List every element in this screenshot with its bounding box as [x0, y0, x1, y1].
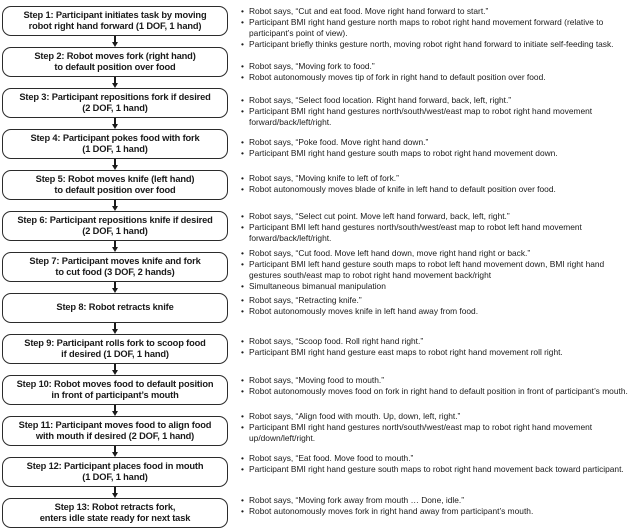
- bullet-item: • Robot says, “Select cut point. Move left hand forward, back, left, right.”: [240, 211, 638, 222]
- step-box-6: [2, 211, 228, 241]
- step-box-4: [2, 129, 228, 159]
- step-box-label: Step 10: Robot moves food to default position: [16, 378, 214, 389]
- bullet-item: • Participant BMI left hand gesture south maps to robot left hand movement down, BMI right hand gestures south/east map to robot right hand movement back/right: [240, 259, 638, 281]
- step-box-label: Step 5: Robot moves knife (left hand): [35, 173, 195, 184]
- step-5-bullets: [240, 173, 638, 195]
- bullet-item: • Robot says, “Scoop food. Roll right hand right.”: [240, 336, 638, 347]
- down-arrow-icon: [2, 446, 228, 457]
- step-10-bullets: [240, 375, 638, 397]
- step-box-label: (1 DOF, 1 hand): [82, 144, 148, 154]
- step-box-13: [2, 498, 228, 528]
- bullet-item: • Robot says, “Moving knife to left of fork.”: [240, 173, 638, 184]
- bullet-item: • Robot autonomously moves tip of fork in right hand to default position over food.: [240, 72, 638, 83]
- step-box-5: [2, 170, 228, 200]
- step-11-bullets: [240, 411, 638, 444]
- step-box-label: Step 11: Participant moves food to align food: [18, 419, 212, 430]
- step-9-bullets: [240, 336, 638, 358]
- bullet-item: • Participant BMI right hand gestures north/south/west/east map to robot right hand movement up/down/left/right.: [240, 422, 638, 444]
- step-3-bullets: [240, 95, 638, 128]
- bullet-item: • Participant BMI left hand gestures north/south/west/east map to robot left hand movement forward/back/left/right.: [240, 222, 638, 244]
- step-box-label: with mouth if desired (2 DOF, 1 hand): [35, 431, 195, 441]
- step-box-label: to default position over food: [54, 185, 176, 195]
- step-1-bullets: [240, 6, 638, 50]
- step-box-label: Step 6: Participant repositions knife if desired: [17, 214, 213, 225]
- down-arrow-icon: [2, 241, 228, 252]
- step-13-bullets: [240, 495, 638, 517]
- bullet-item: • Robot autonomously moves knife in left hand away from food.: [240, 306, 638, 317]
- bullet-item: • Participant briefly thinks gesture north, moving robot right hand forward to initiate self-feeding task.: [240, 39, 638, 50]
- steps-column: [2, 6, 228, 528]
- step-box-11: [2, 416, 228, 446]
- bullet-item: • Robot says, “Moving food to mouth.”: [240, 375, 638, 386]
- descriptions-column: [240, 0, 638, 529]
- bullet-item: • Robot says, “Moving fork away from mouth … Done, idle.”: [240, 495, 638, 506]
- down-arrow-icon: [2, 200, 228, 211]
- down-arrow-icon: [2, 364, 228, 375]
- step-box-label: Step 8: Robot retracts knife: [56, 302, 174, 313]
- step-7-bullets: [240, 248, 638, 292]
- step-box-12: [2, 457, 228, 487]
- bullet-item: • Participant BMI right hand gestures north/south/west/east map to robot right hand movement forward/back/left/right.: [240, 106, 638, 128]
- step-4-bullets: [240, 137, 638, 159]
- bullet-item: • Robot autonomously moves blade of knife in left hand to default position over food.: [240, 184, 638, 195]
- step-box-label: Step 4: Participant pokes food with fork: [30, 132, 200, 143]
- step-box-label: if desired (1 DOF, 1 hand): [61, 349, 169, 359]
- step-box-2: [2, 47, 228, 77]
- bullet-item: • Participant BMI right hand gesture north maps to robot right hand movement forward (relative to participant’s point of view).: [240, 17, 638, 39]
- step-box-label: to cut food (3 DOF, 2 hands): [55, 267, 175, 277]
- down-arrow-icon: [2, 36, 228, 47]
- step-box-label: to default position over food: [54, 62, 176, 72]
- step-box-label: robot right hand forward (1 DOF, 1 hand): [28, 21, 202, 31]
- bullet-item: • Robot says, “Select food location. Right hand forward, back, left, right.”: [240, 95, 638, 106]
- step-box-label: Step 2: Robot moves fork (right hand): [34, 50, 196, 61]
- step-box-label: Step 7: Participant moves knife and fork: [29, 255, 201, 266]
- down-arrow-icon: [2, 118, 228, 129]
- down-arrow-icon: [2, 323, 228, 334]
- down-arrow-icon: [2, 159, 228, 170]
- bullet-item: • Robot autonomously moves food on fork in right hand to default position in front of participant’s mouth.: [240, 386, 638, 397]
- down-arrow-icon: [2, 405, 228, 416]
- down-arrow-icon: [2, 282, 228, 293]
- step-box-1: [2, 6, 228, 36]
- bullet-item: • Simultaneous bimanual manipulation: [240, 281, 638, 292]
- down-arrow-icon: [2, 77, 228, 88]
- bullet-item: • Robot says, “Cut and eat food. Move right hand forward to start.”: [240, 6, 638, 17]
- bullet-item: • Participant BMI right hand gesture south maps to robot right hand movement down.: [240, 148, 638, 159]
- step-box-label: in front of participant’s mouth: [51, 390, 179, 400]
- bullet-item: • Robot autonomously moves fork in right hand away from participant’s mouth.: [240, 506, 638, 517]
- step-12-bullets: [240, 453, 638, 475]
- step-box-8: [2, 293, 228, 323]
- down-arrow-icon: [2, 487, 228, 498]
- step-box-label: Step 3: Participant repositions fork if desired: [19, 91, 211, 102]
- step-2-bullets: [240, 61, 638, 83]
- bullet-item: • Robot says, “Eat food. Move food to mouth.”: [240, 453, 638, 464]
- step-box-label: Step 9: Participant rolls fork to scoop food: [24, 337, 206, 348]
- step-box-9: [2, 334, 228, 364]
- step-box-label: enters idle state ready for next task: [39, 513, 191, 523]
- bullet-item: • Robot says, “Cut food. Move left hand down, move right hand right or back.”: [240, 248, 638, 259]
- step-box-7: [2, 252, 228, 282]
- step-box-10: [2, 375, 228, 405]
- bullet-item: • Participant BMI right hand gesture south maps to robot right hand movement back toward participant.: [240, 464, 638, 475]
- step-box-label: Step 12: Participant places food in mouth: [26, 460, 204, 471]
- bullet-item: • Robot says, “Moving fork to food.”: [240, 61, 638, 72]
- step-8-bullets: [240, 295, 638, 317]
- step-box-label: Step 13: Robot retracts fork,: [54, 501, 176, 512]
- step-box-3: [2, 88, 228, 118]
- bullet-item: • Participant BMI right hand gesture east maps to robot right hand movement roll right.: [240, 347, 638, 358]
- bullet-item: • Robot says, “Retracting knife.”: [240, 295, 638, 306]
- bullet-item: • Robot says, “Align food with mouth. Up, down, left, right.”: [240, 411, 638, 422]
- step-6-bullets: [240, 211, 638, 244]
- step-box-label: (2 DOF, 1 hand): [82, 103, 148, 113]
- step-box-label: (2 DOF, 1 hand): [82, 226, 148, 236]
- step-box-label: Step 1: Participant initiates task by moving: [23, 9, 207, 20]
- step-box-label: (1 DOF, 1 hand): [82, 472, 148, 482]
- bullet-item: • Robot says, “Poke food. Move right hand down.”: [240, 137, 638, 148]
